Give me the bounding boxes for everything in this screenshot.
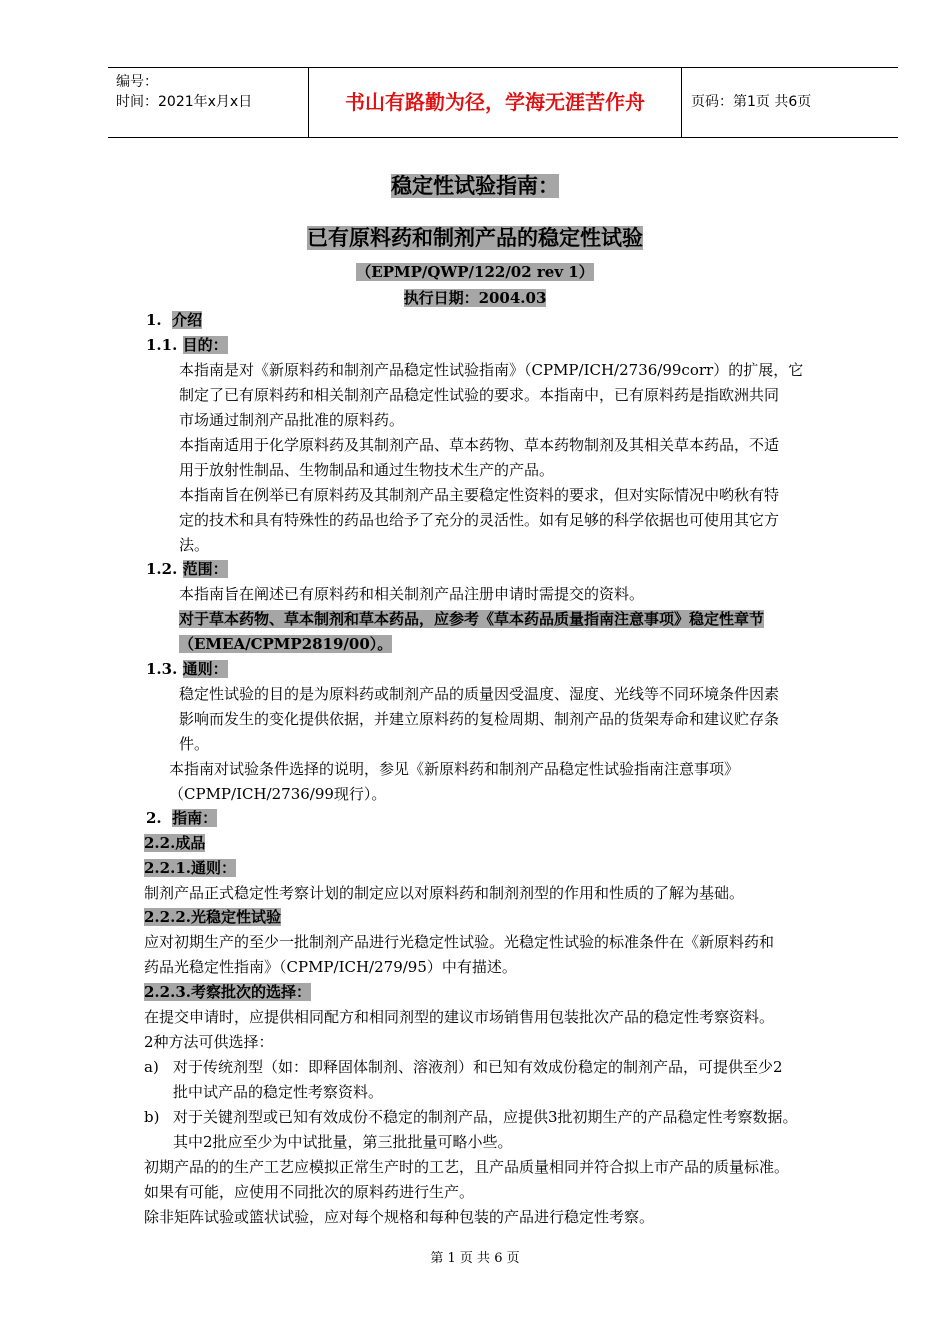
section-2-2-3-heading: 2.2.3.考察批次的选择： bbox=[144, 983, 311, 1001]
paragraph-line: 2种方法可供选择： bbox=[144, 1033, 274, 1051]
effective-date: 执行日期：2004.03 bbox=[403, 289, 547, 307]
paragraph-line-bold: 对于草本药物、草本制剂和草本药品，应参考《草本药品质量指南注意事项》稳定性章节 bbox=[179, 610, 765, 628]
section-2-2-heading: 2.2.成品 bbox=[144, 834, 206, 852]
paragraph-line: 初期产品的的生产工艺应模拟正常生产时的工艺，且产品质量相同并符合拟上市产品的质量标准。 bbox=[144, 1158, 790, 1176]
section-1-heading: 1. 介绍 bbox=[146, 311, 203, 329]
paragraph-line: 除非矩阵试验或篮状试验，应对每个规格和每种包装的产品进行稳定性考察。 bbox=[144, 1208, 655, 1226]
list-item-b-line: 其中2批应至少为中试批量，第三批批量可略小些。 bbox=[173, 1133, 513, 1151]
list-marker-b: b) bbox=[144, 1108, 160, 1126]
document-date: 时间：2021年x月x日 bbox=[116, 94, 253, 110]
document-subtitle: 已有原料药和制剂产品的稳定性试验 bbox=[307, 226, 643, 250]
list-item-b-line: 对于关键剂型或已知有效成份不稳定的制剂产品，应提供3批初期生产的产品稳定性考察数据。 bbox=[173, 1108, 798, 1126]
paragraph-line: 制定了已有原料药和相关制剂产品稳定性试验的要求。本指南中，已有原料药是指欧洲共同 bbox=[179, 386, 780, 404]
page-footer: 第 1 页 共 6 页 bbox=[430, 1251, 520, 1266]
paragraph-line: 影响而发生的变化提供依据，并建立原料药的复检周期、制剂产品的货架寿命和建议贮存条 bbox=[179, 710, 780, 728]
paragraph-line: 本指南对试验条件选择的说明，参见《新原料药和制剂产品稳定性试验指南注意事项》 bbox=[169, 760, 740, 778]
list-item-a-line: 批中试产品的稳定性考察资料。 bbox=[173, 1083, 384, 1101]
header-page-info: 页码：第1页 共6页 bbox=[691, 94, 812, 110]
paragraph-line: 本指南旨在例举已有原料药及其制剂产品主要稳定性资料的要求，但对实际情况中哟秋有特 bbox=[179, 486, 780, 504]
paragraph-line: 稳定性试验的目的是为原料药或制剂产品的质量因受温度、湿度、光线等不同环境条件因素 bbox=[179, 685, 780, 703]
paragraph-line: 制剂产品正式稳定性考察计划的制定应以对原料药和制剂剂型的作用和性质的了解为基础。 bbox=[144, 884, 745, 902]
section-2-2-2-heading: 2.2.2.光稳定性试验 bbox=[144, 908, 281, 926]
header-meta-cell bbox=[108, 68, 309, 137]
paragraph-line: 本指南适用于化学原料药及其制剂产品、草本药物、草本药物制剂及其相关草本药品，不适 bbox=[179, 436, 780, 454]
paragraph-line: 本指南是对《新原料药和制剂产品稳定性试验指南》（CPMP/ICH/2736/99corr）的扩展，它 bbox=[179, 361, 804, 379]
section-1-2-heading: 1.2. 范围： bbox=[146, 560, 228, 578]
paragraph-line: 应对初期生产的至少一批制剂产品进行光稳定性试验。光稳定性试验的标准条件在《新原料药和 bbox=[144, 933, 775, 951]
paragraph-line: 件。 bbox=[179, 735, 210, 753]
paragraph-line: 定的技术和具有特殊性的药品也给予了充分的灵活性。如有足够的科学依据也可使用其它方 bbox=[179, 511, 780, 529]
paragraph-line: 本指南旨在阐述已有原料药和相关制剂产品注册申请时需提交的资料。 bbox=[179, 585, 645, 603]
paragraph-line: 如果有可能，应使用不同批次的原料药进行生产。 bbox=[144, 1183, 475, 1201]
section-1-1-heading: 1.1. 目的： bbox=[146, 336, 228, 354]
list-marker-a: a) bbox=[144, 1058, 159, 1076]
paragraph-line: 用于放射性制品、生物制品和通过生物技术生产的产品。 bbox=[179, 461, 555, 479]
paragraph-line: （CPMP/ICH/2736/99现行）。 bbox=[169, 785, 387, 803]
section-1-3-heading: 1.3. 通则： bbox=[146, 660, 228, 678]
paragraph-line-bold: （EMEA/CPMP2819/00）。 bbox=[179, 635, 393, 653]
section-2-2-1-heading: 2.2.1.通则： bbox=[144, 859, 236, 877]
paragraph-line: 法。 bbox=[179, 536, 210, 554]
section-2-heading: 2. 指南： bbox=[146, 809, 218, 827]
paragraph-line: 药品光稳定性指南》（CPMP/ICH/279/95）中有描述。 bbox=[144, 958, 517, 976]
list-item-a-line: 对于传统剂型（如：即释固体制剂、溶液剂）和已知有效成份稳定的制剂产品，可提供至少2 bbox=[173, 1058, 783, 1076]
header-table bbox=[108, 67, 898, 138]
paragraph-line: 市场通过制剂产品批准的原料药。 bbox=[179, 411, 405, 429]
document-title: 稳定性试验指南： bbox=[391, 174, 559, 198]
paragraph-line: 在提交申请时，应提供相同配方和相同剂型的建议市场销售用包装批次产品的稳定性考察资料。 bbox=[144, 1008, 775, 1026]
header-motto: 书山有路勤为径，学海无涯苦作舟 bbox=[309, 68, 682, 137]
document-code: （EPMP/QWP/122/02 rev 1） bbox=[356, 263, 594, 281]
document-number-label: 编号： bbox=[116, 74, 158, 90]
